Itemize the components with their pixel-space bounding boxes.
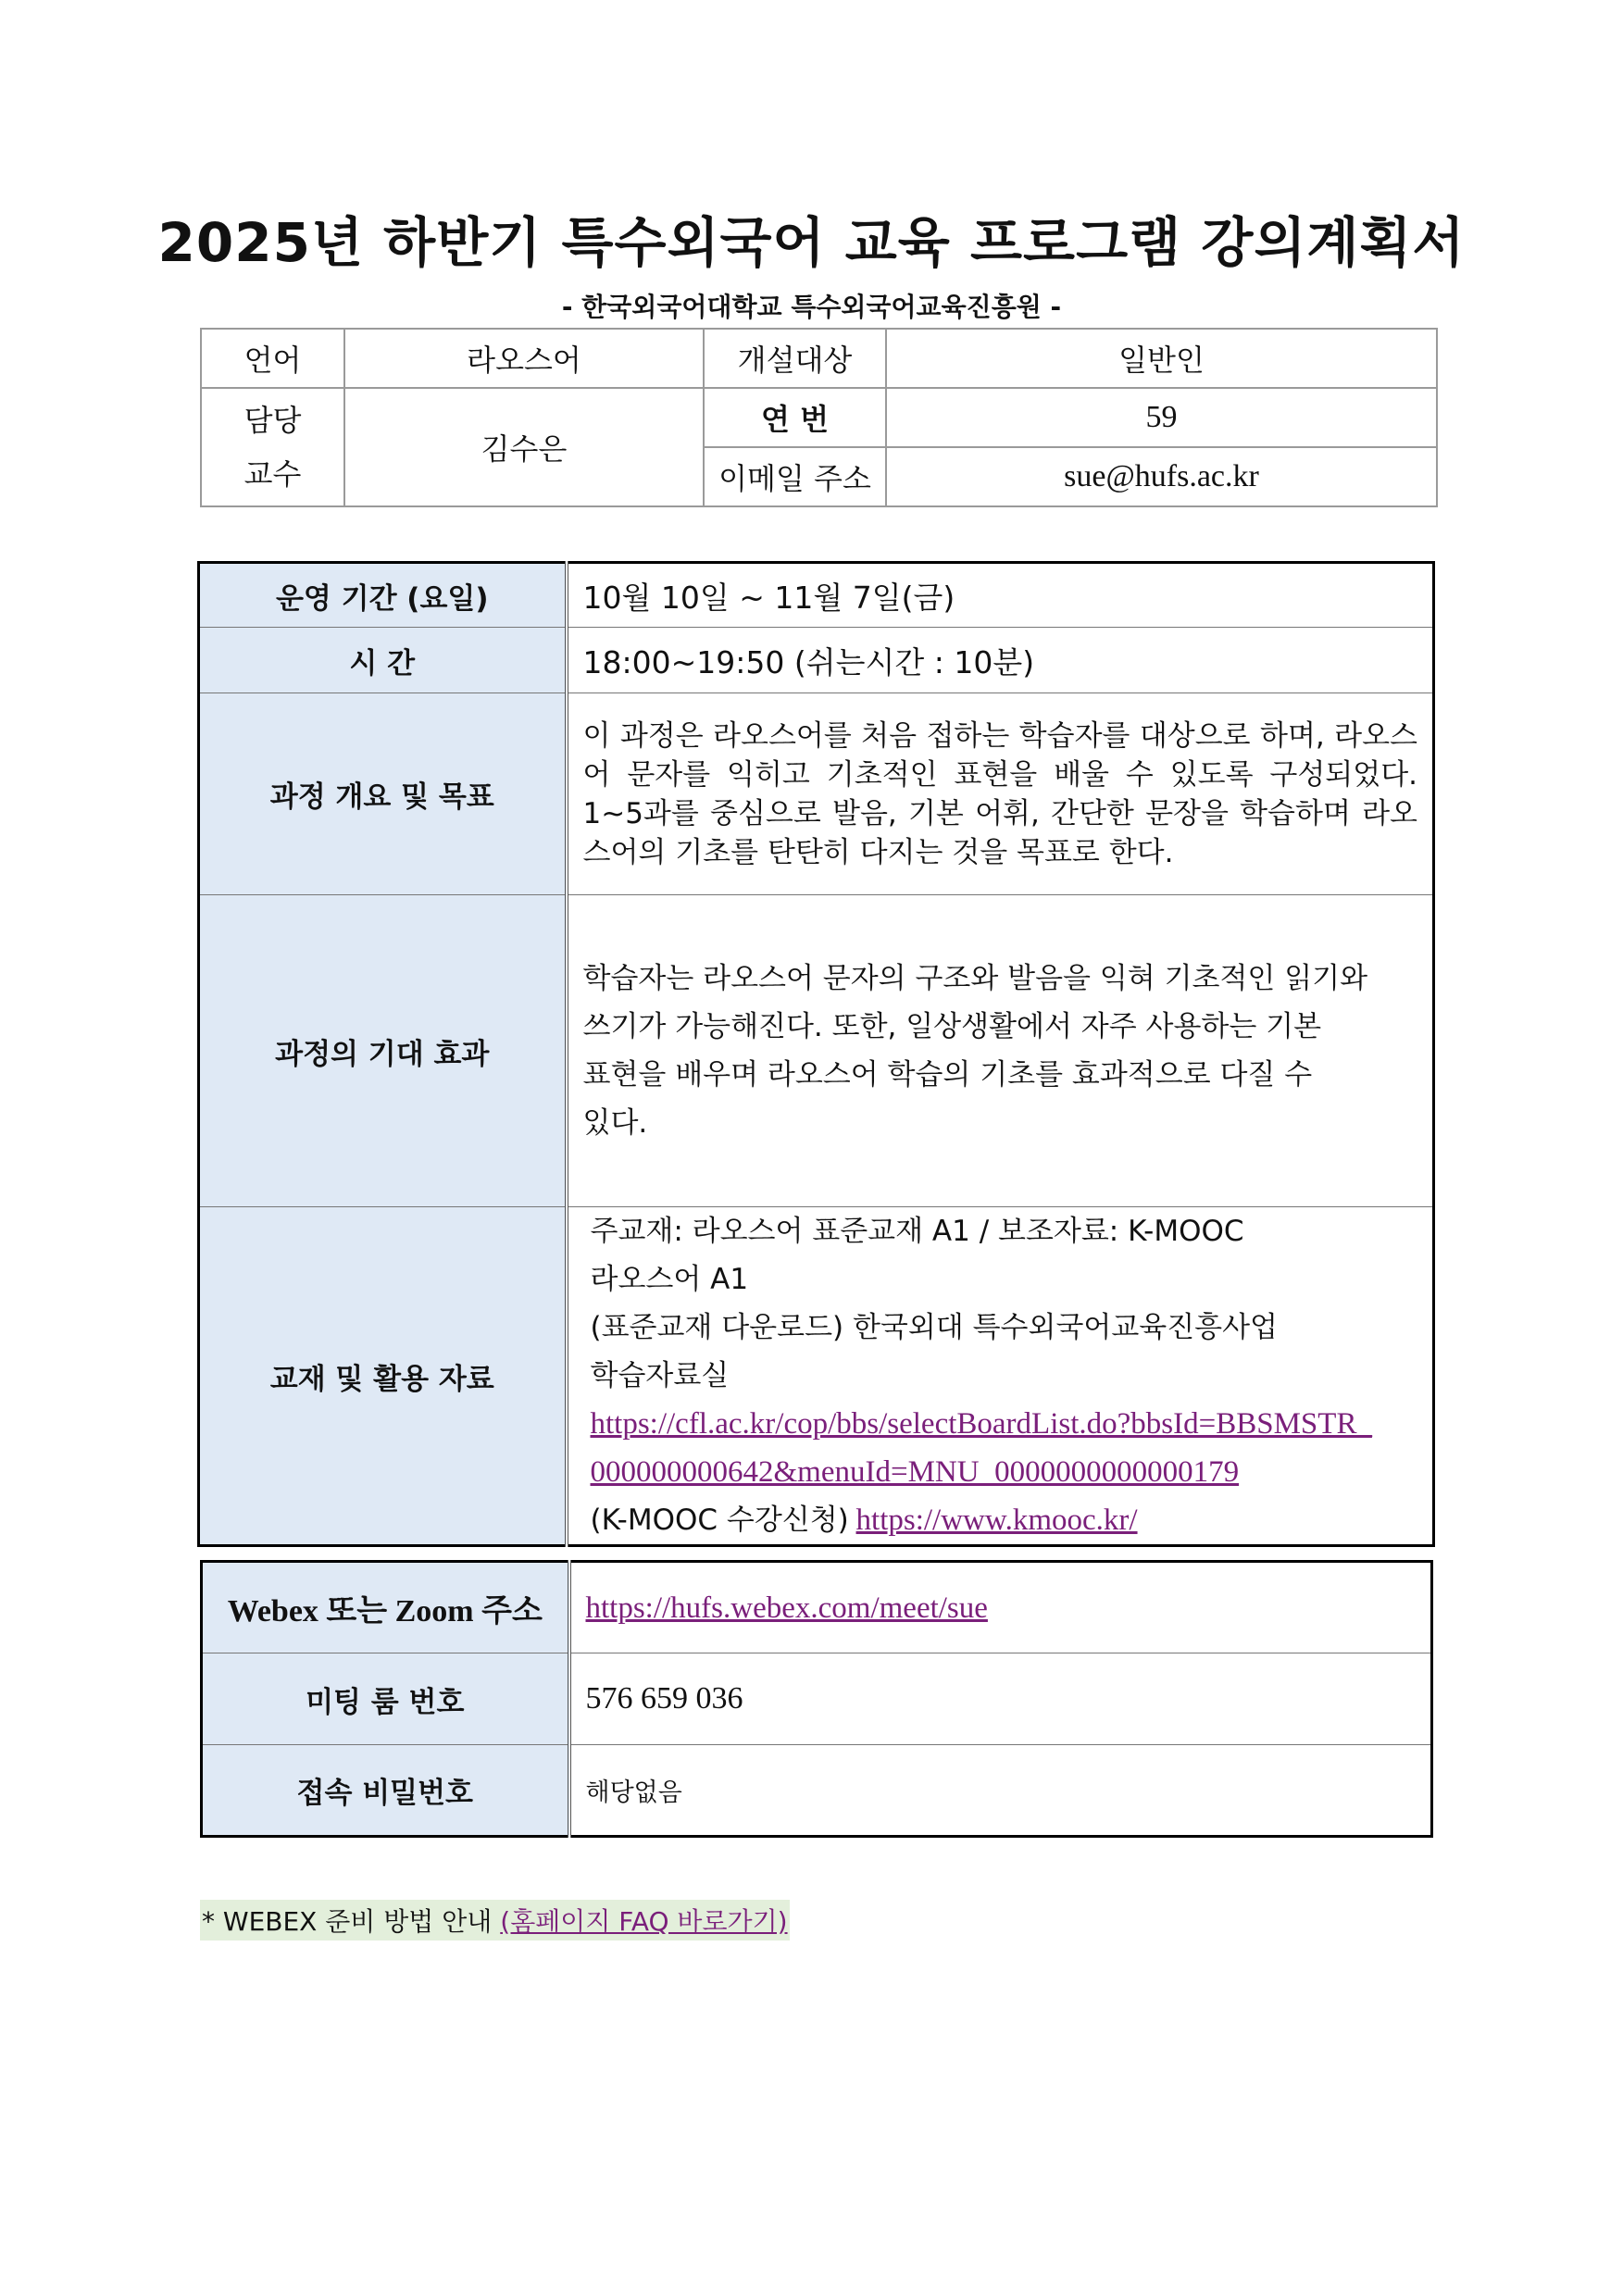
page-subtitle: - 한국외국어대학교 특수외국어교육진흥원 - xyxy=(561,292,1062,322)
overview-label: 과정 개요 및 목표 xyxy=(199,693,567,895)
webex-guide-note xyxy=(200,1900,790,1940)
overview-cell xyxy=(567,693,1434,895)
faq-link[interactable]: (홈페이지 FAQ 바로가기) xyxy=(500,1906,788,1937)
effect-cell xyxy=(567,895,1434,1207)
materials-text xyxy=(583,1207,1418,1544)
password-label: 접속 비밀번호 xyxy=(202,1745,569,1837)
period-value xyxy=(567,563,1434,628)
instructor-label xyxy=(201,388,344,506)
instructor-label-line1: 담당 xyxy=(243,403,302,438)
textbook-download-link-cont[interactable]: 000000000642&menuId=MNU_0000000000000179 xyxy=(590,1455,1240,1489)
year-label: 연 번 xyxy=(704,388,886,447)
password-value: 해당없음 xyxy=(585,1778,682,1807)
webex-label xyxy=(202,1562,569,1653)
webex-label-text: Webex 또는 Zoom 주소 xyxy=(227,1594,543,1628)
email-label: 이메일 주소 xyxy=(704,447,886,506)
effect-line: 있다. xyxy=(582,1106,648,1140)
kmooc-enroll-label: (K-MOOC 수강신청) xyxy=(590,1504,849,1537)
course-info-table xyxy=(200,328,1438,507)
instructor-value: 김수은 xyxy=(344,388,704,506)
target-value: 일반인 xyxy=(886,329,1437,388)
webex-link[interactable]: https://hufs.webex.com/meet/sue xyxy=(585,1591,988,1625)
time-value-text: 18:00~19:50 (쉬는시간 : 10분) xyxy=(582,643,1035,680)
materials-cell xyxy=(567,1207,1434,1546)
year-value: 59 xyxy=(886,388,1437,447)
effect-text xyxy=(583,955,1418,1147)
period-value-text: 10월 10일 ~ 11월 7일(금) xyxy=(582,579,955,616)
materials-line: 주교재: 라오스어 표준교재 A1 / 보조자료: K-MOOC xyxy=(590,1215,1244,1248)
room-value: 576 659 036 xyxy=(569,1653,1432,1745)
materials-line: (표준교재 다운로드) 한국외대 특수외국어교육진흥사업 xyxy=(590,1311,1279,1344)
materials-line: 학습자료실 xyxy=(590,1359,730,1392)
meeting-info-table xyxy=(200,1560,1433,1838)
effect-line: 표현을 배우며 라오스어 학습의 기초를 효과적으로 다질 수 xyxy=(582,1058,1313,1092)
time-value xyxy=(567,628,1434,693)
webex-cell xyxy=(569,1562,1432,1653)
course-details-table xyxy=(197,561,1435,1547)
webex-guide-text: * WEBEX 준비 방법 안내 xyxy=(202,1906,493,1937)
effect-line: 쓰기가 가능해진다. 또한, 일상생활에서 자주 사용하는 기본 xyxy=(582,1010,1322,1043)
room-label: 미팅 룸 번호 xyxy=(202,1653,569,1745)
materials-label: 교재 및 활용 자료 xyxy=(199,1207,567,1546)
kmooc-link[interactable]: https://www.kmooc.kr/ xyxy=(855,1504,1138,1537)
instructor-label-line2: 교수 xyxy=(243,456,302,492)
effect-label: 과정의 기대 효과 xyxy=(199,895,567,1207)
period-label: 운영 기간 (요일) xyxy=(199,563,567,628)
page-title: 2025년 하반기 특수외국어 교육 프로그램 강의계획서 xyxy=(157,211,1466,274)
target-label: 개설대상 xyxy=(704,329,886,388)
time-label: 시 간 xyxy=(199,628,567,693)
password-cell xyxy=(569,1745,1432,1837)
materials-line: 라오스어 A1 xyxy=(590,1263,749,1296)
language-label: 언어 xyxy=(201,329,344,388)
language-value: 라오스어 xyxy=(344,329,704,388)
textbook-download-link[interactable]: https://cfl.ac.kr/cop/bbs/selectBoardList.do?bbsId=BBSMSTR_ xyxy=(590,1407,1372,1441)
email-value: sue@hufs.ac.kr xyxy=(886,447,1437,506)
overview-text: 이 과정은 라오스어를 처음 접하는 학습자를 대상으로 하며, 라오스어 문자를 익히고 기초적인 표현을 배울 수 있도록 구성되었다. 1~5과를 중심으로 발음, 기본 어휘, 간단한 문장을 학습하며 라오스어의 기초를 탄탄히 다지는 것을 목표로 한다. xyxy=(582,718,1417,869)
effect-line: 학습자는 라오스어 문자의 구조와 발음을 익혀 기초적인 읽기와 xyxy=(582,962,1368,995)
